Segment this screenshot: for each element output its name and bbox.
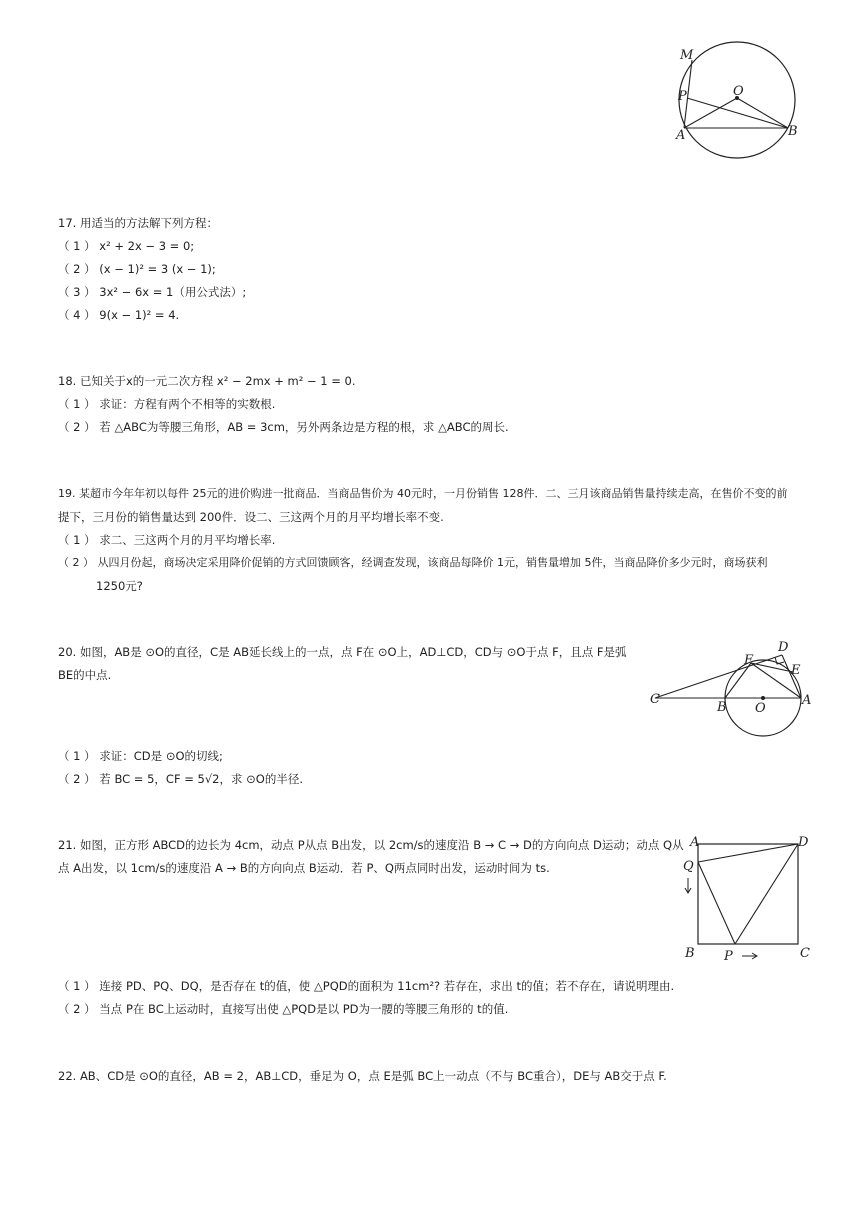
- figure-q21-square: [680, 832, 820, 962]
- q18-title: 18. 已知关于x的一元二次方程 x² − 2mx + m² − 1 = 0.: [58, 374, 356, 388]
- fig20-label-D: D: [778, 640, 789, 655]
- fig16-label-A: A: [676, 128, 686, 143]
- q17-item-1: （ 1 ） x² + 2x − 3 = 0;: [58, 239, 195, 253]
- fig16-label-M: M: [680, 48, 694, 63]
- q19-title-line1: 19. 某超市今年年初以每件 25元的进价购进一批商品．当商品售价为 40元时，一月份销售 128件．二、三月该商品销售量持续走高，在售价不变的前: [58, 487, 788, 500]
- q21-item-2: （ 2 ） 当点 P在 BC上运动时，直接写出使 △PQD是以 PD为一腰的等腰三角形的 t的值.: [58, 1002, 509, 1016]
- q21-item-1: （ 1 ） 连接 PD、PQ、DQ，是否存在 t的值，使 △PQD的面积为 11cm²? 若存在，求出 t的值；若不存在，请说明理由.: [58, 979, 675, 993]
- q17-title: 17. 用适当的方法解下列方程：: [58, 216, 218, 230]
- q19-item-2-line2: 1250元?: [96, 579, 143, 593]
- q20-title-line2: BE的中点.: [58, 668, 112, 682]
- q20-title-line1: 20. 如图，AB是 ⊙O的直径，C是 AB延长线上的一点，点 F在 ⊙O上，AD⊥CD，CD与 ⊙O于点 F，且点 F是弧: [58, 645, 627, 659]
- q22-title: 22. AB、CD是 ⊙O的直径，AB = 2，AB⊥CD，垂足为 O，点 E是弧 BC上一动点（不与 BC重合），DE与 AB交于点 F.: [58, 1069, 667, 1083]
- fig21-label-B: B: [685, 946, 695, 961]
- fig20-label-F: F: [744, 653, 754, 668]
- fig21-label-A: A: [690, 835, 700, 850]
- fig16-label-B: B: [788, 124, 798, 139]
- fig21-label-D: D: [798, 835, 809, 850]
- q20-item-1: （ 1 ） 求证：CD是 ⊙O的切线;: [58, 749, 223, 763]
- figure-q20-circle-tangent: [645, 638, 825, 738]
- fig20-label-C: C: [650, 692, 660, 707]
- fig16-label-P: P: [678, 89, 687, 104]
- fig21-label-C: C: [800, 946, 810, 961]
- fig21-label-Q: Q: [683, 859, 694, 874]
- q19-title-line2: 提下，三月份的销售量达到 200件．设二、三这两个月的月平均增长率不变.: [58, 510, 444, 524]
- q17-item-4: （ 4 ） 9(x − 1)² = 4.: [58, 308, 180, 322]
- q19-item-1: （ 1 ） 求二、三这两个月的月平均增长率.: [58, 533, 276, 547]
- q18-item-1: （ 1 ） 求证：方程有两个不相等的实数根.: [58, 397, 276, 411]
- q21-title-line2: 点 A出发，以 1cm/s的速度沿 A → B的方向向点 B运动．若 P、Q两点同时出发，运动时间为 ts.: [58, 861, 550, 875]
- fig16-label-O: O: [733, 84, 744, 99]
- fig20-label-A: A: [802, 693, 812, 708]
- figure-q16-circle: [670, 40, 810, 170]
- fig20-label-O: O: [755, 701, 766, 716]
- q17-item-3: （ 3 ） 3x² − 6x = 1（用公式法）;: [58, 285, 247, 299]
- q20-item-2: （ 2 ） 若 BC = 5，CF = 5√2，求 ⊙O的半径.: [58, 772, 303, 786]
- fig20-label-B: B: [717, 700, 727, 715]
- fig20-label-E: E: [791, 663, 801, 678]
- fig21-label-P: P: [724, 949, 733, 964]
- q19-item-2-line1: （ 2 ） 从四月份起，商场决定采用降价促销的方式回馈顾客，经调查发现，该商品每降价 1元，销售量增加 5件，当商品降价多少元时，商场获利: [58, 556, 768, 569]
- q17-item-2: （ 2 ） (x − 1)² = 3 (x − 1);: [58, 262, 216, 276]
- q18-item-2: （ 2 ） 若 △ABC为等腰三角形，AB = 3cm，另外两条边是方程的根，求 △ABC的周长.: [58, 420, 509, 434]
- q21-title-line1: 21. 如图，正方形 ABCD的边长为 4cm，动点 P从点 B出发，以 2cm/s的速度沿 B → C → D的方向向点 D运动；动点 Q从: [58, 838, 684, 852]
